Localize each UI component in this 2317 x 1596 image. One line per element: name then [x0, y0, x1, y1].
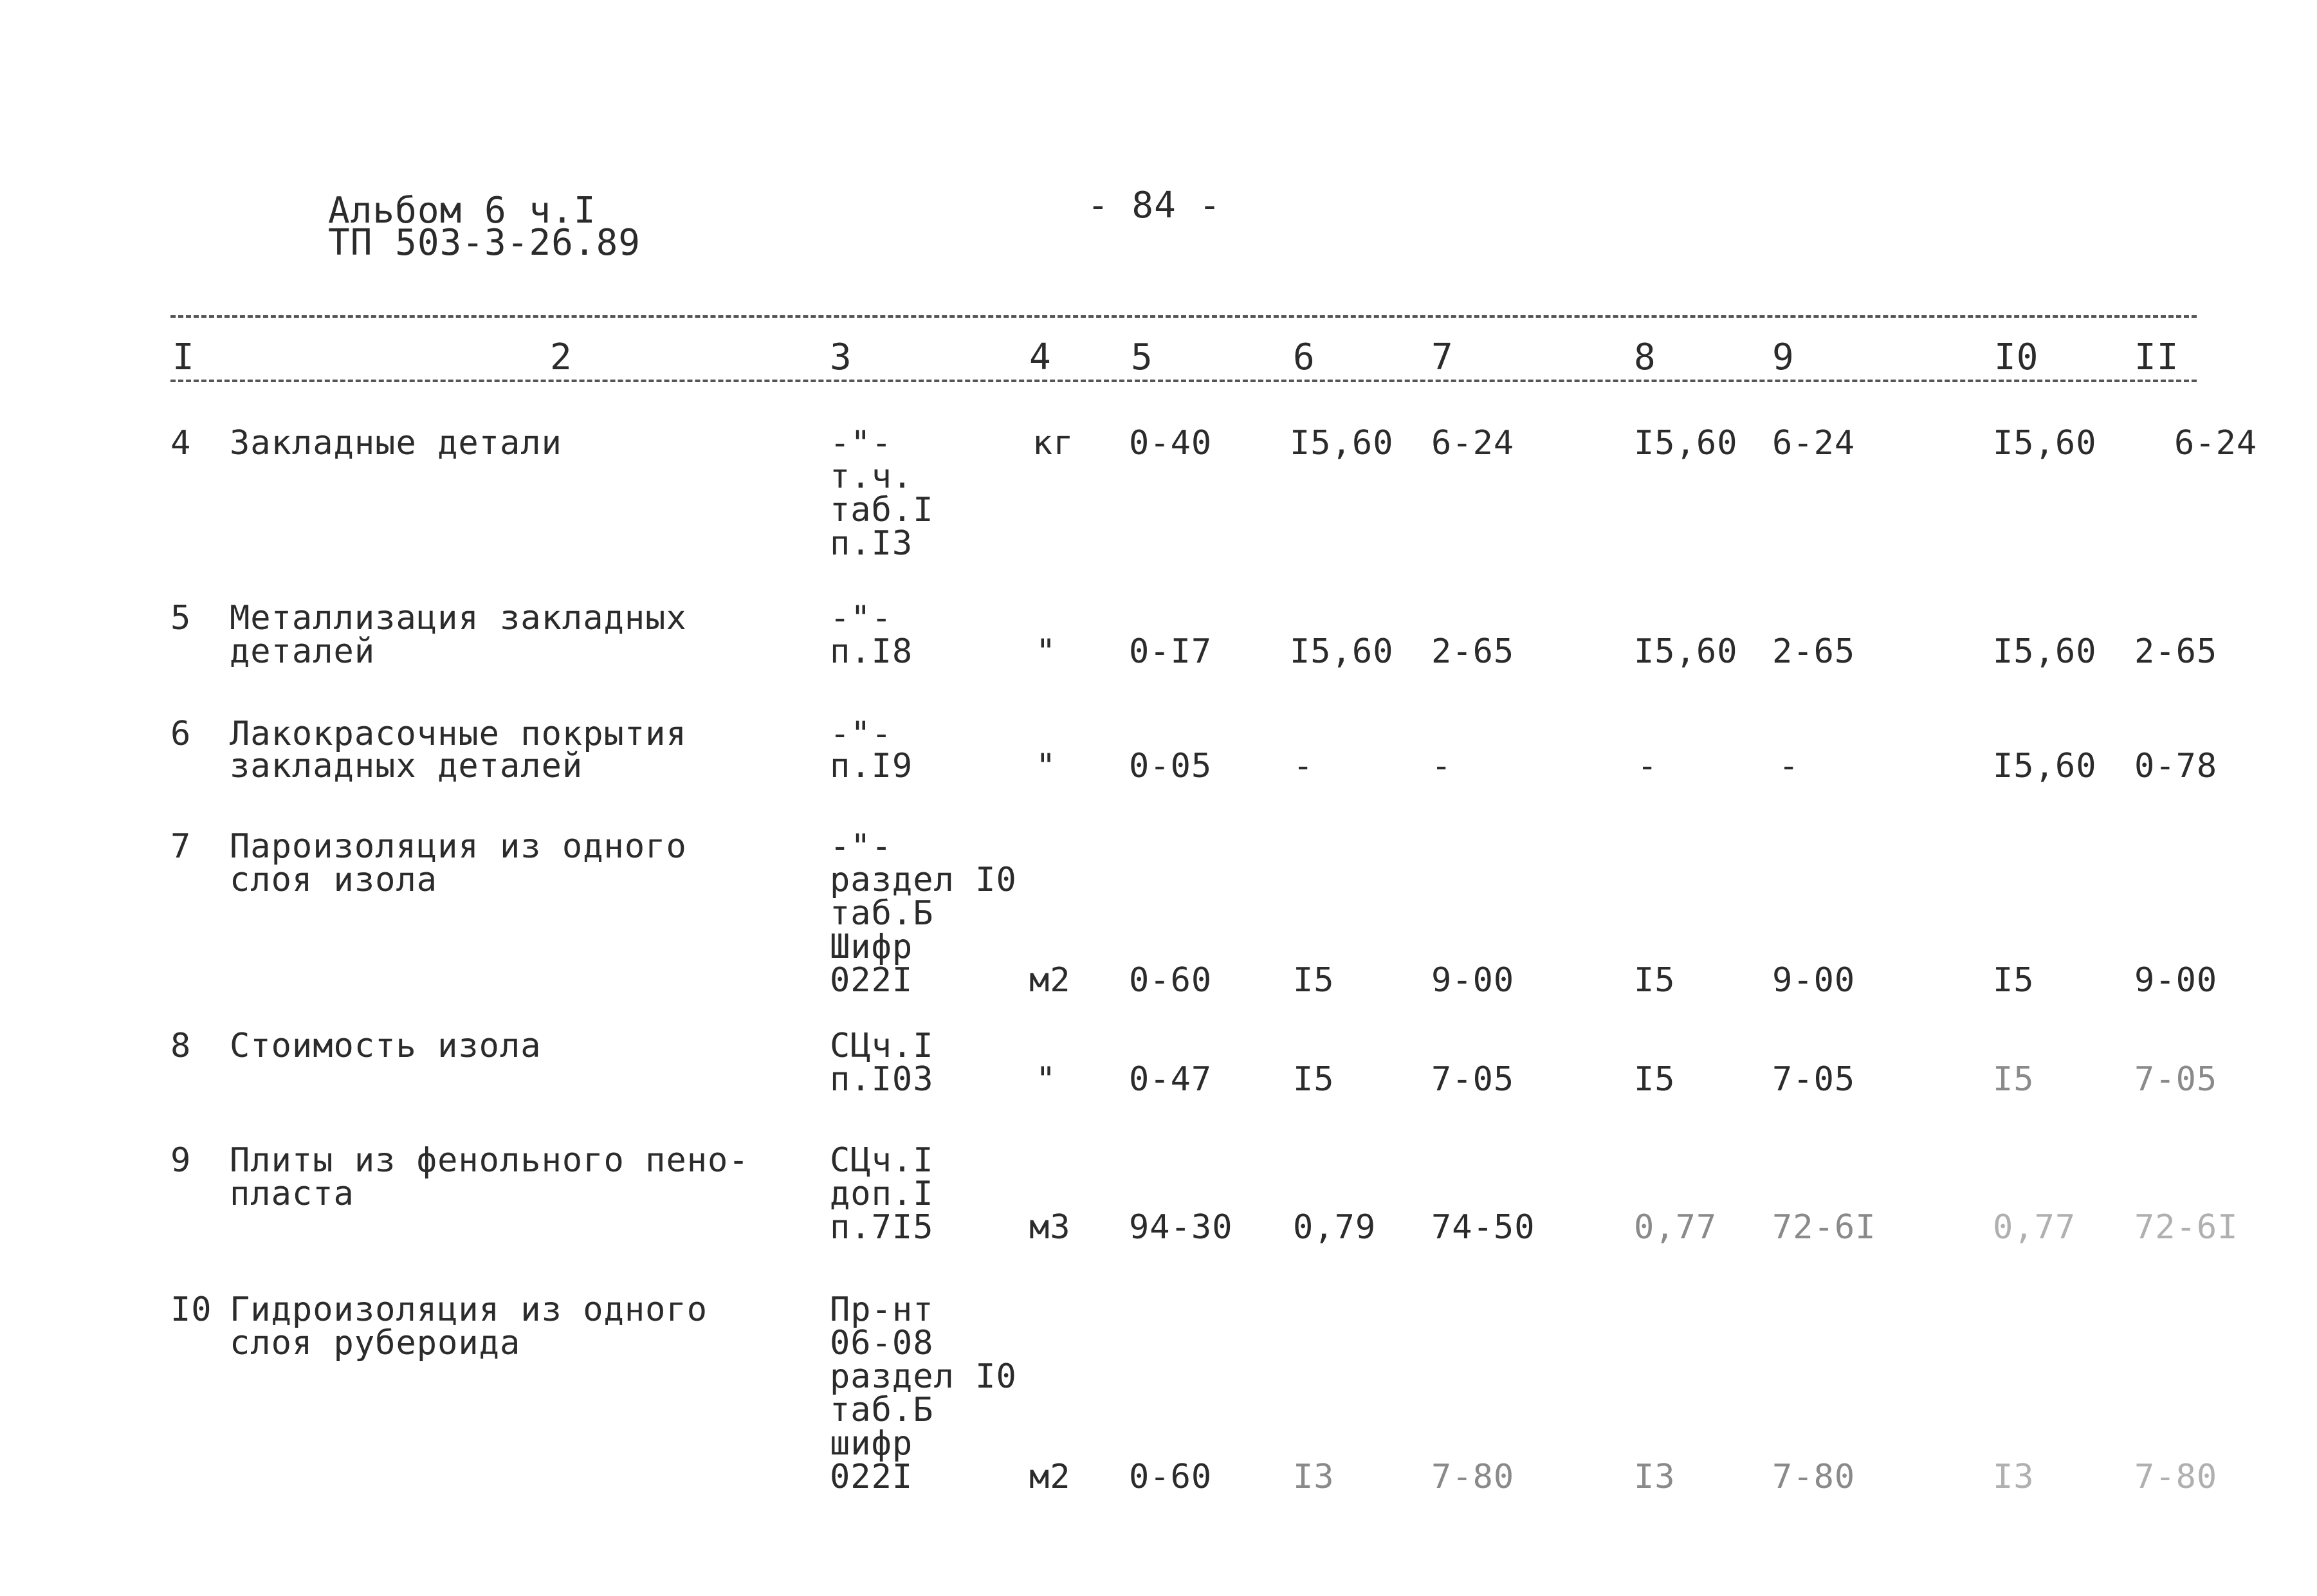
row-col6: I5 [1293, 961, 1335, 1000]
row-col7: 7-80 [1431, 1458, 1515, 1496]
row-number: 6 [170, 715, 192, 753]
row-ref-line: раздел I0 [830, 861, 1017, 899]
row-ref-line: -"- [830, 599, 892, 637]
row-col10: I5,60 [1993, 424, 2097, 463]
row-ref-line: раздел I0 [830, 1357, 1017, 1396]
row-col5: 0-60 [1129, 1458, 1213, 1496]
row-col5: 0-05 [1129, 747, 1213, 785]
row-unit: " [1036, 632, 1057, 671]
col-head-4: 4 [1029, 336, 1052, 378]
row-name-line: деталей [230, 632, 376, 671]
row-col7: 7-05 [1431, 1060, 1515, 1099]
row-col8: I5 [1634, 961, 1676, 1000]
row-unit: кг [1032, 424, 1074, 463]
row-col10: I3 [1993, 1458, 2035, 1496]
row-ref-line: СЦч.I [830, 1141, 934, 1180]
row-name-line: Закладные детали [230, 424, 562, 463]
row-col10: 0,77 [1993, 1208, 2076, 1247]
col-head-3: 3 [830, 336, 852, 378]
row-col8: I5,60 [1634, 632, 1738, 671]
row-col11: 7-80 [2134, 1458, 2218, 1496]
row-col11: 0-78 [2134, 747, 2218, 785]
row-col7: 9-00 [1431, 961, 1515, 1000]
row-name-line: Стоимость изола [230, 1027, 542, 1065]
col-head-10: I0 [1994, 336, 2039, 378]
row-unit: м2 [1029, 961, 1071, 1000]
row-unit: м3 [1029, 1208, 1071, 1247]
row-col5: 0-I7 [1129, 632, 1213, 671]
row-col10: I5,60 [1993, 747, 2097, 785]
row-col6: I3 [1293, 1458, 1335, 1496]
row-ref-line: таб.Б [830, 894, 934, 933]
row-number: 7 [170, 827, 192, 866]
row-ref-line: п.7I5 [830, 1208, 934, 1247]
col-head-1: I [172, 336, 195, 378]
row-ref-line: 06-08 [830, 1324, 934, 1362]
row-col7: 6-24 [1431, 424, 1515, 463]
row-ref-line: Шифр [830, 928, 913, 966]
row-name-line: Пароизоляция из одного [230, 827, 687, 866]
row-ref-line: таб.Б [830, 1391, 934, 1429]
row-col6: I5,60 [1290, 632, 1394, 671]
row-col8: I5,60 [1634, 424, 1738, 463]
row-col11: 72-6I [2134, 1208, 2239, 1247]
row-col5: 94-30 [1129, 1208, 1233, 1247]
row-col11: 2-65 [2134, 632, 2218, 671]
row-unit: м2 [1029, 1458, 1071, 1496]
page-number: - 84 - [1087, 185, 1222, 226]
col-head-6: 6 [1293, 336, 1315, 378]
code-line: ТП 503-3-26.89 [328, 222, 641, 264]
row-unit: " [1036, 747, 1057, 785]
col-head-9: 9 [1772, 336, 1795, 378]
col-head-11: II [2134, 336, 2179, 378]
row-name-line: Гидроизоляция из одного [230, 1290, 708, 1329]
col-head-8: 8 [1634, 336, 1656, 378]
row-col8: - [1637, 747, 1658, 785]
row-col6: - [1293, 747, 1314, 785]
row-col9: 6-24 [1772, 424, 1856, 463]
row-col6: I5,60 [1290, 424, 1394, 463]
row-name-line: закладных деталей [230, 747, 583, 785]
row-ref-line: т.ч. [830, 457, 913, 496]
row-col9: 7-80 [1772, 1458, 1856, 1496]
row-col10: I5 [1993, 1060, 2035, 1099]
row-number: 4 [170, 424, 192, 463]
row-name-line: слоя рубероида [230, 1324, 521, 1362]
row-ref-line: таб.I [830, 491, 934, 529]
col-head-2: 2 [550, 336, 572, 378]
row-name-line: Плиты из фенольного пено- [230, 1141, 749, 1180]
row-number: 9 [170, 1141, 192, 1180]
row-ref-line: -"- [830, 424, 892, 463]
row-col8: I5 [1634, 1060, 1676, 1099]
row-ref-line: п.I03 [830, 1060, 934, 1099]
row-ref-line: доп.I [830, 1175, 934, 1213]
row-col11: 6-24 [2174, 424, 2258, 463]
row-number: 5 [170, 599, 192, 637]
row-name-line: Металлизация закладных [230, 599, 687, 637]
row-ref-line: -"- [830, 827, 892, 866]
row-col8: I3 [1634, 1458, 1676, 1496]
row-ref-line: 022I [830, 1458, 913, 1496]
row-col10: I5 [1993, 961, 2035, 1000]
row-name-line: пласта [230, 1175, 354, 1213]
row-col11: 9-00 [2134, 961, 2218, 1000]
row-col7: 2-65 [1431, 632, 1515, 671]
row-col7: 74-50 [1431, 1208, 1535, 1247]
row-col10: I5,60 [1993, 632, 2097, 671]
row-col9: 9-00 [1772, 961, 1856, 1000]
row-col6: I5 [1293, 1060, 1335, 1099]
col-head-5: 5 [1131, 336, 1153, 378]
row-col7: - [1431, 747, 1452, 785]
row-number: I0 [170, 1290, 212, 1329]
rule-bottom [170, 380, 2197, 382]
row-col9: - [1779, 747, 1800, 785]
row-col8: 0,77 [1634, 1208, 1717, 1247]
row-name-line: слоя изола [230, 861, 438, 899]
row-col5: 0-60 [1129, 961, 1213, 1000]
row-ref-line: п.I9 [830, 747, 913, 785]
row-unit: " [1036, 1060, 1057, 1099]
row-ref-line: п.I3 [830, 524, 913, 563]
row-ref-line: п.I8 [830, 632, 913, 671]
row-ref-line: СЦч.I [830, 1027, 934, 1065]
row-name-line: Лакокрасочные покрытия [230, 715, 687, 753]
row-number: 8 [170, 1027, 192, 1065]
row-ref-line: -"- [830, 715, 892, 753]
row-ref-line: Пр-нт [830, 1290, 934, 1329]
row-col5: 0-40 [1129, 424, 1213, 463]
rule-top [170, 315, 2197, 318]
row-ref-line: 022I [830, 961, 913, 1000]
row-col9: 72-6I [1772, 1208, 1876, 1247]
row-col9: 7-05 [1772, 1060, 1856, 1099]
col-head-7: 7 [1431, 336, 1454, 378]
row-ref-line: шифр [830, 1424, 913, 1463]
row-col5: 0-47 [1129, 1060, 1213, 1099]
row-col11: 7-05 [2134, 1060, 2218, 1099]
row-col6: 0,79 [1293, 1208, 1377, 1247]
row-col9: 2-65 [1772, 632, 1856, 671]
album-line: Альбом 6 ч.I [328, 190, 596, 232]
